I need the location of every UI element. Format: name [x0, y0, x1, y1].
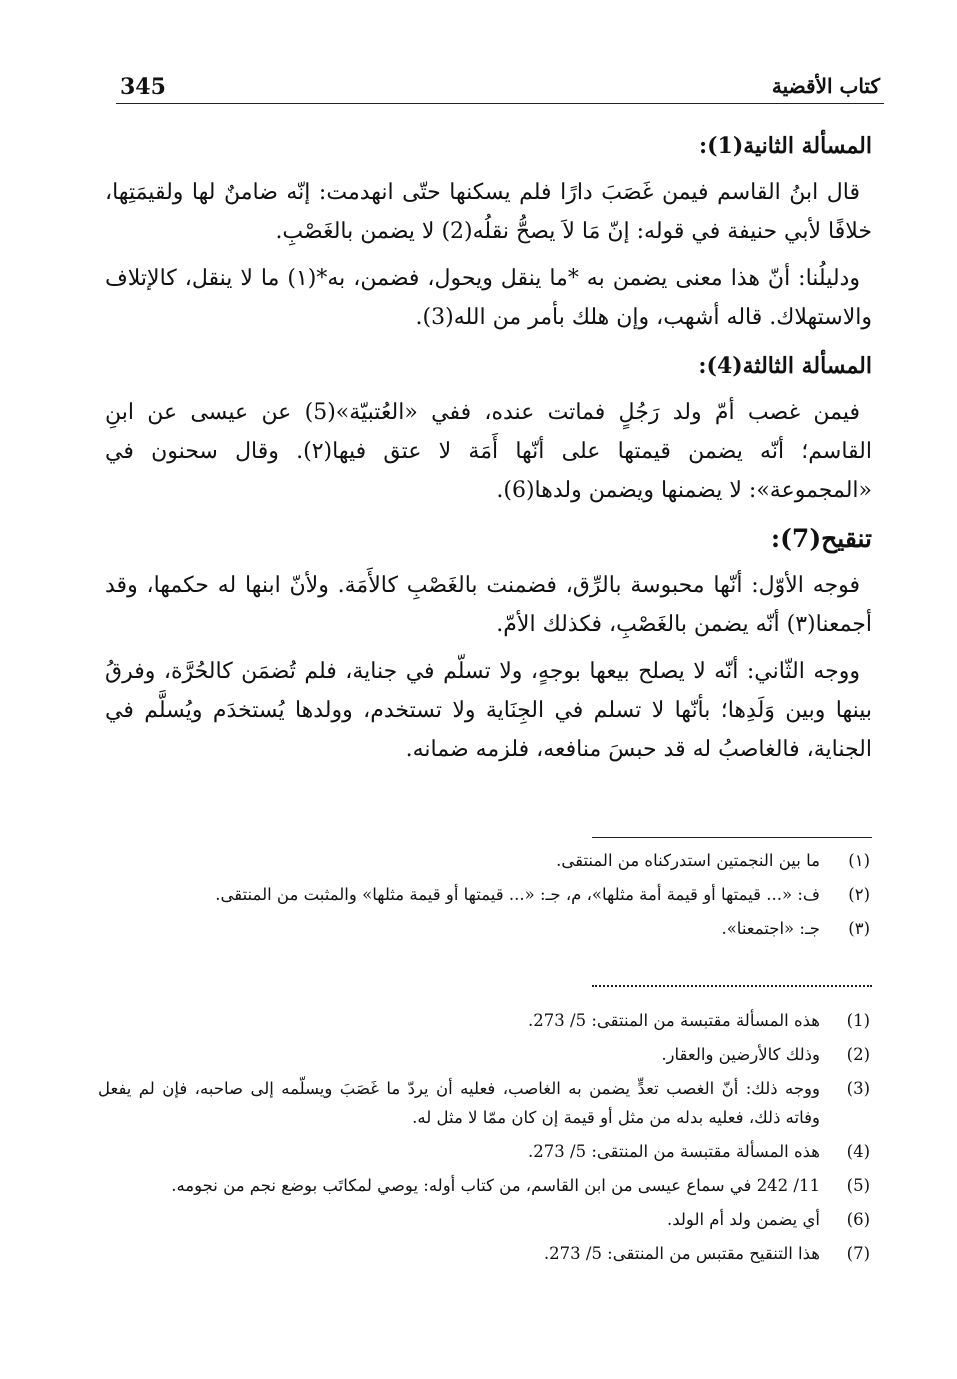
section-heading-revision: تنقيح(7): — [770, 524, 872, 553]
footnote — [98, 1074, 872, 1132]
footnote-text: هذه المسألة مقتبسة من المنتقى: 5/ 273. — [528, 1142, 820, 1161]
footnote-number: (١) — [848, 851, 870, 870]
footnote-number: (4) — [846, 1142, 870, 1161]
footnote-number: (2) — [846, 1045, 870, 1064]
paragraph: فيمن غصب أمّ ولد رَجُلٍ فماتت عنده، ففي «العُتبيّة»(5) عن عيسى عن ابنِ القاسم؛ أنّه يضمن قيمتها على أنّها أَمَة لا عتق فيها(٢). وقال سحنون في «المجموعة»: لا يضمنها ويضمن ولدها(6). — [105, 400, 872, 503]
page-header — [120, 68, 880, 108]
paragraph: ودليلُنا: أنّ هذا معنى يضمن به *ما ينقل ويحول، فضمن، به*(١) ما لا ينقل، كالإتلاف والاستهلاك. قاله أشهب، وإن هلك بأمر من الله(3). — [105, 266, 872, 330]
footnote — [98, 846, 872, 875]
footnote-text: ف: «... قيمتها أو قيمة أمة مثلها»، م، جـ: «... قيمتها أو قيمة مثلها» والمثبت من المنتقى. — [215, 885, 820, 904]
editor-footnotes — [98, 846, 872, 948]
footnote — [98, 1040, 872, 1069]
section-heading-third-issue: المسألة الثالثة(4): — [698, 353, 872, 379]
footnote-number: (1) — [846, 1011, 870, 1030]
dotted-separator — [592, 985, 872, 987]
running-title: كتاب الأقضية — [771, 74, 880, 98]
page-number: 345 — [120, 74, 166, 100]
main-text — [105, 125, 872, 777]
footnote — [98, 1205, 872, 1234]
footnote-number: (5) — [846, 1176, 870, 1195]
footnote — [98, 914, 872, 943]
footnote-number: (7) — [846, 1244, 870, 1263]
paragraph: ووجه الثّاني: أنّه لا يصلح بيعها بوجهٍ، ولا تسلّم في جناية، فلم تُضمَن كالحُرَّة، وفرقُ بينها وبين وَلَدِها؛ بأنّها لا تسلم في الجِنَاية ولا تستخدم، وولدها يُستخدَم ويُسلَّم في الجناية، فالغاصبُ له قد حبسَ منافعه، فلزمه ضمانه. — [105, 659, 872, 762]
footnote-number: (3) — [846, 1079, 870, 1098]
footnote-text: 11/ 242 في سماع عيسى من ابن القاسم، من كتاب أوله: يوصي لمكاتَب بوضع نجم من نجومه. — [171, 1176, 820, 1195]
section-heading-second-issue: المسألة الثانية(1): — [699, 133, 872, 159]
footnote-number: (٢) — [848, 885, 870, 904]
footnote — [98, 880, 872, 909]
footnote — [98, 1006, 872, 1035]
footnote-text: ما بين النجمتين استدركناه من المنتقى. — [556, 851, 820, 870]
footnote-text: أي يضمن ولد أم الولد. — [666, 1210, 820, 1229]
footnote — [98, 1171, 872, 1200]
footnote — [98, 1239, 872, 1268]
footnote-text: جـ: «اجتمعنا». — [721, 919, 820, 938]
footnote-number: (6) — [846, 1210, 870, 1229]
footnote-separator — [592, 837, 872, 838]
footnote-text: هذه المسألة مقتبسة من المنتقى: 5/ 273. — [528, 1011, 820, 1030]
header-rule — [116, 103, 884, 104]
footnote-number: (٣) — [848, 919, 870, 938]
footnote-text: وذلك كالأرضين والعقار. — [661, 1045, 820, 1064]
paragraph: فوجه الأوّل: أنّها محبوسة بالرِّق، فضمنت بالغَصْبِ كالأَمَة. ولأنّ ابنها له حكمها، وقد أجمعنا(٣) أنّه يضمن بالغَصْبِ، فكذلك الأمّ. — [105, 573, 872, 637]
reference-footnotes — [98, 1006, 872, 1273]
footnote — [98, 1137, 872, 1166]
paragraph: قال ابنُ القاسم فيمن غَصَبَ دارًا فلم يسكنها حتّى انهدمت: إنّه ضامنٌ لها ولقيمَتِها، خلافًا لأبي حنيفة في قوله: إنّ مَا لاَ يصحُّ نقلُه(2) لا يضمن بالغَصْبِ. — [105, 180, 872, 244]
footnote-text: ووجه ذلك: أنّ الغصب تعدٍّ يضمن به الغاصب، فعليه أن يردّ ما غَصَبَ ويسلّمه إلى صاحبه، فإن لم يفعل وفاته ذلك، فعليه بدله من مثل أو قيمة إن كان ممّا لا مثل له. — [98, 1079, 820, 1127]
footnote-text: هذا التنقيح مقتبس من المنتقى: 5/ 273. — [543, 1244, 820, 1263]
